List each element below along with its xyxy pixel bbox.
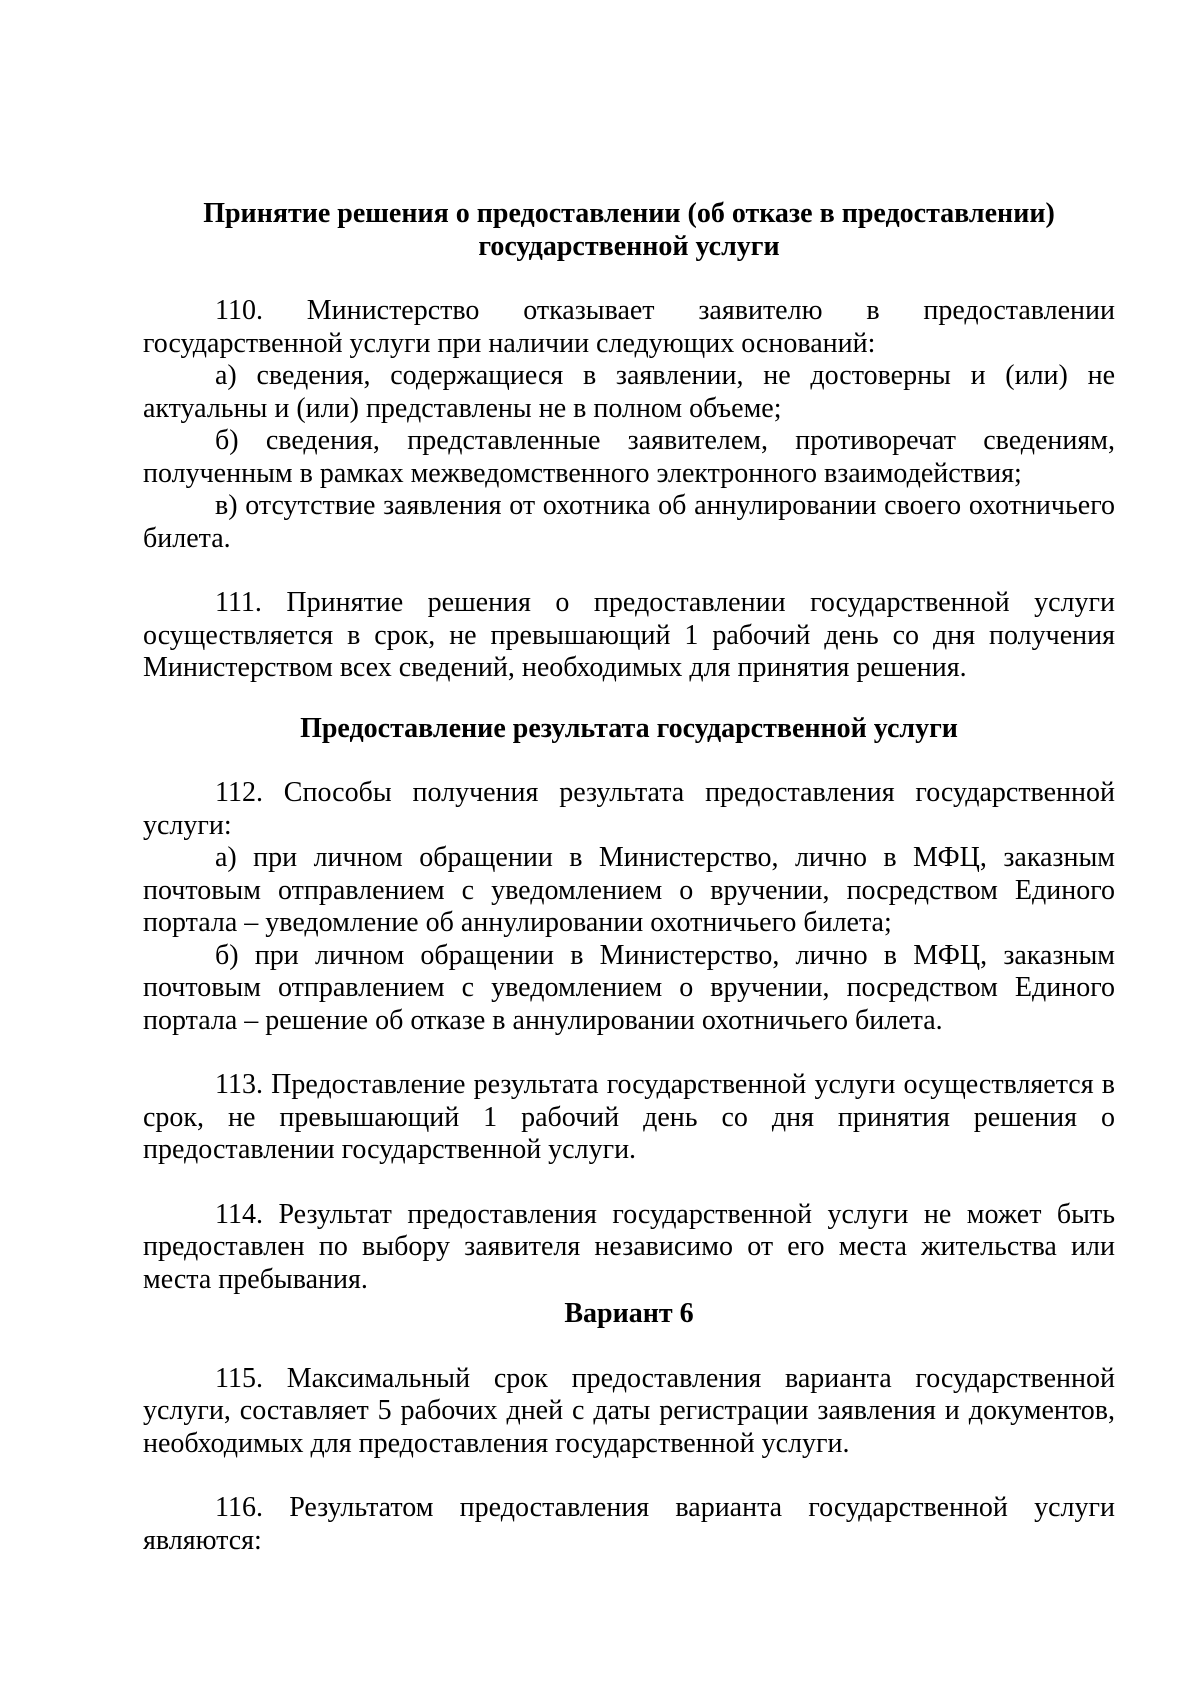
paragraph-115: 115. Максимальный срок предоставления варианта государственной услуги, составляет 5 рабочих дней с даты регистрации заявления и документов, необходимых для предоставления государственной услуги. bbox=[143, 1362, 1115, 1459]
section-heading-decision-line1: Принятие решения о предоставлении (об отказе в предоставлении) bbox=[203, 198, 1055, 229]
paragraph-112-item-b: б) при личном обращении в Министерство, лично в МФЦ, заказным почтовым отправлением с уведомлением о вручении, посредством Единого портала – решение об отказе в аннулировании охотничьего билета. bbox=[143, 939, 1115, 1036]
paragraph-114: 114. Результат предоставления государственной услуги не может быть предоставлен по выбору заявителя независимо от его места жительства или места пребывания. bbox=[143, 1198, 1115, 1295]
section-heading-decision bbox=[143, 198, 1115, 263]
paragraph-110-item-b: б) сведения, представленные заявителем, противоречат сведениям, полученным в рамках межведомственного электронного взаимодействия; bbox=[143, 425, 1115, 489]
paragraph-113: 113. Предоставление результата государственной услуги осуществляется в срок, не превышающий 1 рабочий день со дня принятия решения о предоставлении государственной услуги. bbox=[143, 1069, 1115, 1165]
paragraph-116: 116. Результатом предоставления варианта государственной услуги являются: bbox=[143, 1492, 1115, 1556]
section-heading-variant-6: Вариант 6 bbox=[564, 1298, 694, 1329]
section-heading-result: Предоставление результата государственной услуги bbox=[300, 712, 958, 744]
paragraph-110-item-a: а) сведения, содержащиеся в заявлении, не достоверны и (или) не актуальны и (или) представлены не в полном объеме; bbox=[143, 360, 1115, 424]
paragraph-110-item-c: в) отсутствие заявления от охотника об аннулировании своего охотничьего билета. bbox=[143, 490, 1115, 554]
paragraph-112-intro: 112. Способы получения результата предоставления государственной услуги: bbox=[143, 777, 1115, 841]
section-heading-decision-line2: государственной услуги bbox=[478, 230, 780, 262]
document-page bbox=[143, 198, 1115, 1557]
paragraph-111: 111. Принятие решения о предоставлении государственной услуги осуществляется в срок, не превышающий 1 рабочий день со дня получения Министерством всех сведений, необходимых для принятия решения. bbox=[143, 587, 1115, 683]
paragraph-112-item-a: а) при личном обращении в Министерство, лично в МФЦ, заказным почтовым отправлением с уведомлением о вручении, посредством Единого портала – уведомление об аннулировании охотничьего билета; bbox=[143, 842, 1115, 938]
paragraph-110-intro: 110. Министерство отказывает заявителю в предоставлении государственной услуги при наличии следующих оснований: bbox=[143, 295, 1115, 359]
